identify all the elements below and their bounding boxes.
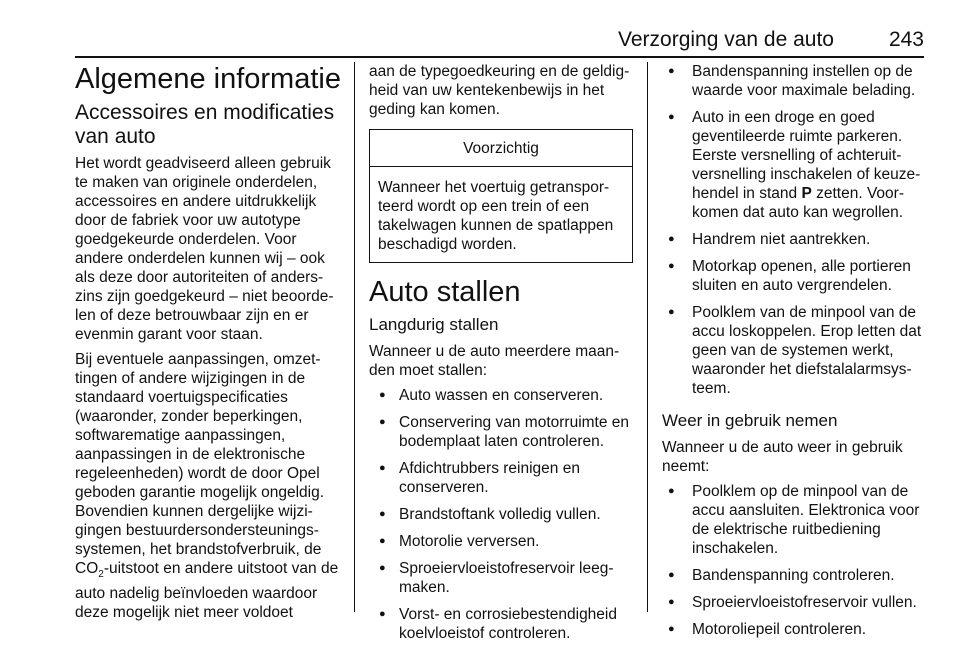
caution-title: Voorzichtig [370, 130, 632, 167]
section-title: Auto stallen [369, 276, 521, 308]
list-item: ● Bandenspanning instellen op de waarde voor maximale belading. [662, 62, 928, 100]
paragraph: aan de typegoedkeuring en de geldigheid van uw kentekenbewijs in het geding kan komen. [369, 63, 630, 118]
page-number: 243 [888, 28, 924, 51]
paragraph: Bij eventuele aanpassingen, omzettingen of andere wijzigingen in de standaard voertuigspecificaties (waaronder, zonder beperkingen, softwarematige aanpassingen, aanpassingen in de elektronische regeleenheden) wordt de door Opel geboden garantie mogelijk ongeldig. Bovendien kunnen dergelijke wijzigingen bestuurdersondersteuningssystemen, het brandstofverbruik, de $CO_2$-uitstoot en andere uitstoot van de auto nadelig beïnvloeden waardoor deze mogelijk niet meer voldoet [75, 351, 339, 622]
list-item: ● Vorst- en corrosiebestendigheid koelvloeistof controleren. [369, 605, 633, 643]
list-item: ● Auto in een droge en goed geventileerde ruimte parkeren. Eerste versnelling of achteruitversnelling inschakelen of keuzehendel in stand P zetten. Voorkomen dat auto kan wegrollen. [662, 108, 928, 222]
column-divider [647, 62, 648, 612]
paragraph: Wanneer u de auto weer in gebruik neemt: [662, 439, 903, 475]
column-3 [662, 62, 928, 647]
list-item: ● Motoroliepeil controleren. [662, 620, 928, 639]
list-item: ● Motorolie verversen. [369, 532, 633, 551]
list-item: ● Conservering van motorruimte en bodemplaat laten controleren. [369, 413, 633, 451]
list-item: ● Afdichtrubbers reinigen en conserveren. [369, 459, 633, 497]
bullet-list [369, 386, 633, 643]
caution-box [369, 129, 633, 263]
bullet-list [662, 62, 928, 398]
list-item: ● Poolklem van de minpool van de accu loskoppelen. Erop letten dat geen van de systemen werkt, waaronder het diefstalalarmsysteem. [662, 303, 928, 398]
list-item: ● Auto wassen en conserveren. [369, 386, 633, 405]
bullet-list [662, 482, 928, 639]
list-item: ● Sproeiervloeistofreservoir vullen. [662, 593, 928, 612]
list-item: ● Bandenspanning controleren. [662, 566, 928, 585]
header-title: Verzorging van de auto [618, 28, 834, 51]
list-item: ● Poolklem op de minpool van de accu aansluiten. Elektronica voor de elektrische ruitbediening inschakelen. [662, 482, 928, 558]
subsection-title: Accessoires en modificaties van auto [75, 101, 335, 148]
column-1 [75, 62, 343, 628]
subsection-title: Langdurig stallen [369, 315, 499, 334]
list-item: ● Brandstoftank volledig vullen. [369, 505, 633, 524]
subsection-title: Weer in gebruik nemen [662, 411, 838, 430]
list-item: ● Sproeiervloeistofreservoir leegmaken. [369, 559, 633, 597]
paragraph: Wanneer u de auto meerdere maanden moet stallen: [369, 343, 620, 379]
paragraph: Het wordt geadviseerd alleen gebruik te maken van originele onderdelen, accessoires en andere uitdrukkelijk door de fabriek voor uw autotype goedgekeurde onderdelen. Voor andere onderdelen kunnen wij – ook als deze door autoriteiten of anderszins zijn goedgekeurd – niet beoordelen of deze betrouwbaar zijn en er evenmin garant voor staan. [75, 155, 334, 343]
column-divider [354, 62, 355, 612]
column-2 [369, 62, 633, 651]
page-header [75, 26, 924, 58]
caution-text: Wanneer het voertuig getransporteerd wordt op een trein of een takelwagen kunnen de spatlappen beschadigd worden. [378, 179, 614, 253]
list-item: ● Motorkap openen, alle portieren sluiten en auto vergrendelen. [662, 257, 928, 295]
list-item: ● Handrem niet aantrekken. [662, 230, 928, 249]
section-title: Algemene informatie [75, 63, 341, 95]
